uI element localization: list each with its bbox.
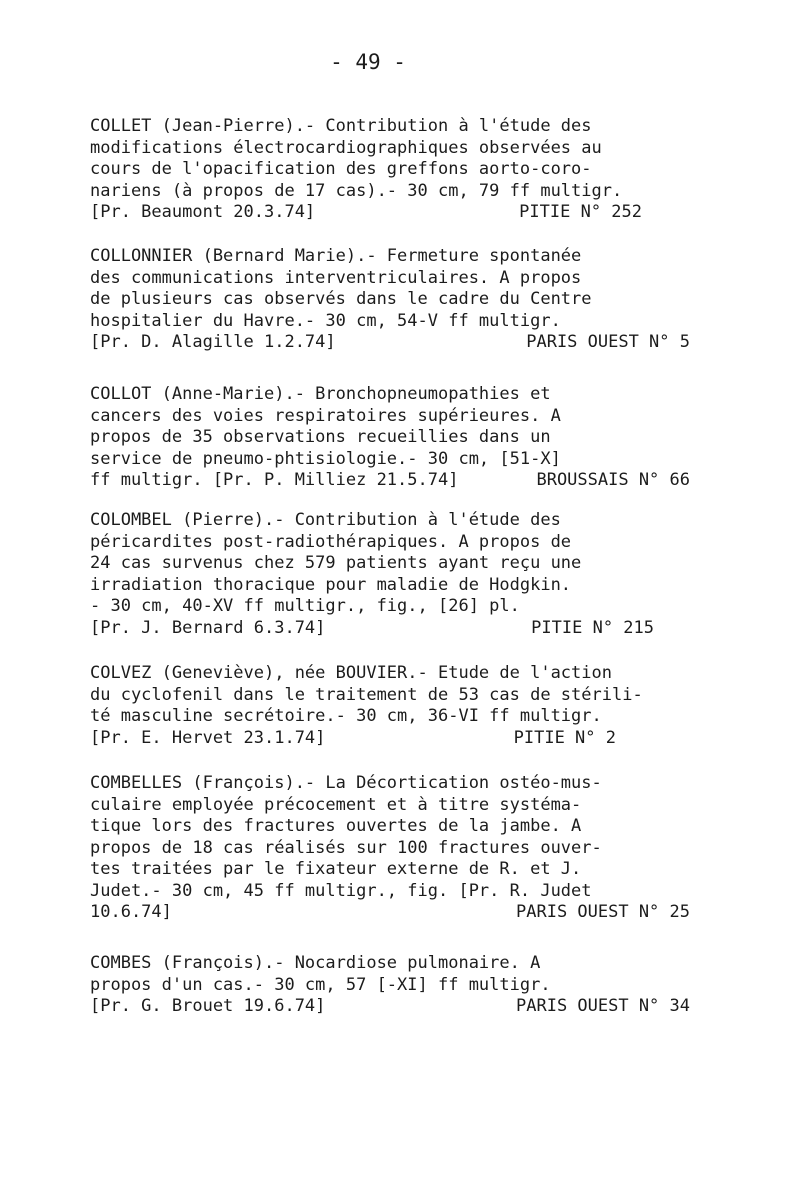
bibliography-entry-colombel (90, 510, 690, 639)
entry-reference: [Pr. E. Hervet 23.1.74] (90, 727, 326, 748)
entry-location: PARIS OUEST N° 25 (516, 902, 690, 922)
entry-line: COMBELLES (François).- La Décortication ostéo-mus- (90, 773, 602, 793)
entry-line: - 30 cm, 40-XV ff multigr., fig., [26] pl. (90, 596, 520, 616)
entry-reference: [Pr. J. Bernard 6.3.74] (90, 617, 326, 638)
bibliography-entry-collet (90, 116, 690, 224)
bibliography-entry-collonnier (90, 246, 690, 354)
entry-line: de plusieurs cas observés dans le cadre du Centre (90, 289, 592, 309)
entry-reference: [Pr. D. Alagille 1.2.74] (90, 332, 336, 352)
entry-last-line (90, 202, 690, 224)
entry-location: PITIE N° 215 (531, 617, 654, 638)
entry-line: modifications électrocardiographiques observées au (90, 137, 602, 158)
entry-last-line (90, 618, 690, 640)
entry-line: service de pneumo-phtisiologie.- 30 cm, [51-X] (90, 448, 561, 469)
entry-reference: [Pr. G. Brouet 19.6.74] (90, 996, 326, 1016)
entry-reference: ff multigr. [Pr. P. Milliez 21.5.74] (90, 470, 459, 490)
entry-location: PARIS OUEST N° 5 (526, 332, 690, 352)
entry-line: Judet.- 30 cm, 45 ff multigr., fig. [Pr. R. Judet (90, 880, 592, 901)
bibliography-entry-collot (90, 384, 690, 492)
entry-line: COLOMBEL (Pierre).- Contribution à l'étude des (90, 510, 561, 530)
entry-location: PARIS OUEST N° 34 (516, 996, 690, 1016)
entry-last-line (90, 728, 690, 750)
page-number: - 49 - (330, 50, 406, 74)
entry-line: culaire employée précocement et à titre systéma- (90, 794, 582, 815)
entry-line: COLLET (Jean-Pierre).- Contribution à l'étude des (90, 116, 592, 136)
entry-line: propos d'un cas.- 30 cm, 57 [-XI] ff multigr. (90, 974, 551, 995)
entry-line: COMBES (François).- Nocardiose pulmonaire. A (90, 953, 541, 973)
entry-line: COLVEZ (Geneviève), née BOUVIER.- Etude de l'action (90, 663, 612, 683)
entry-reference: [Pr. Beaumont 20.3.74] (90, 202, 316, 222)
entry-line: des communications interventriculaires. A propos (90, 267, 582, 288)
entry-location: PITIE N° 252 (519, 202, 642, 222)
entry-line: hospitalier du Havre.- 30 cm, 54-V ff multigr. (90, 310, 561, 331)
entry-line: té masculine secrétoire.- 30 cm, 36-VI ff multigr. (90, 706, 602, 726)
entry-line: COLLOT (Anne-Marie).- Bronchopneumopathies et (90, 384, 551, 404)
entry-reference: 10.6.74] (90, 902, 172, 922)
entry-line: tique lors des fractures ouvertes de la jambe. A (90, 816, 582, 836)
entry-line: irradiation thoracique pour maladie de Hodgkin. (90, 574, 572, 595)
entry-line: nariens (à propos de 17 cas).- 30 cm, 79 ff multigr. (90, 180, 623, 201)
entry-line: du cyclofenil dans le traitement de 53 cas de stérili- (90, 684, 643, 705)
bibliography-entry-combes (90, 953, 690, 1018)
entry-last-line (90, 470, 690, 492)
entry-last-line (90, 996, 690, 1018)
entry-last-line (90, 332, 690, 354)
entry-line: propos de 18 cas réalisés sur 100 fractures ouver- (90, 837, 602, 858)
entry-location: BROUSSAIS N° 66 (536, 470, 690, 490)
bibliography-entry-colvez (90, 663, 690, 749)
entry-line: COLLONNIER (Bernard Marie).- Fermeture spontanée (90, 246, 582, 266)
entry-line: propos de 35 observations recueillies dans un (90, 427, 551, 447)
entry-line: cours de l'opacification des greffons aorto-coro- (90, 159, 592, 179)
entry-line: tes traitées par le fixateur externe de R. et J. (90, 859, 582, 879)
entry-line: 24 cas survenus chez 579 patients ayant reçu une (90, 553, 582, 573)
bibliography-entry-combelles (90, 773, 690, 924)
entry-location: PITIE N° 2 (513, 727, 616, 748)
entry-line: cancers des voies respiratoires supérieures. A (90, 405, 561, 426)
entry-last-line (90, 902, 690, 924)
entry-line: péricardites post-radiothérapiques. A propos de (90, 531, 572, 552)
